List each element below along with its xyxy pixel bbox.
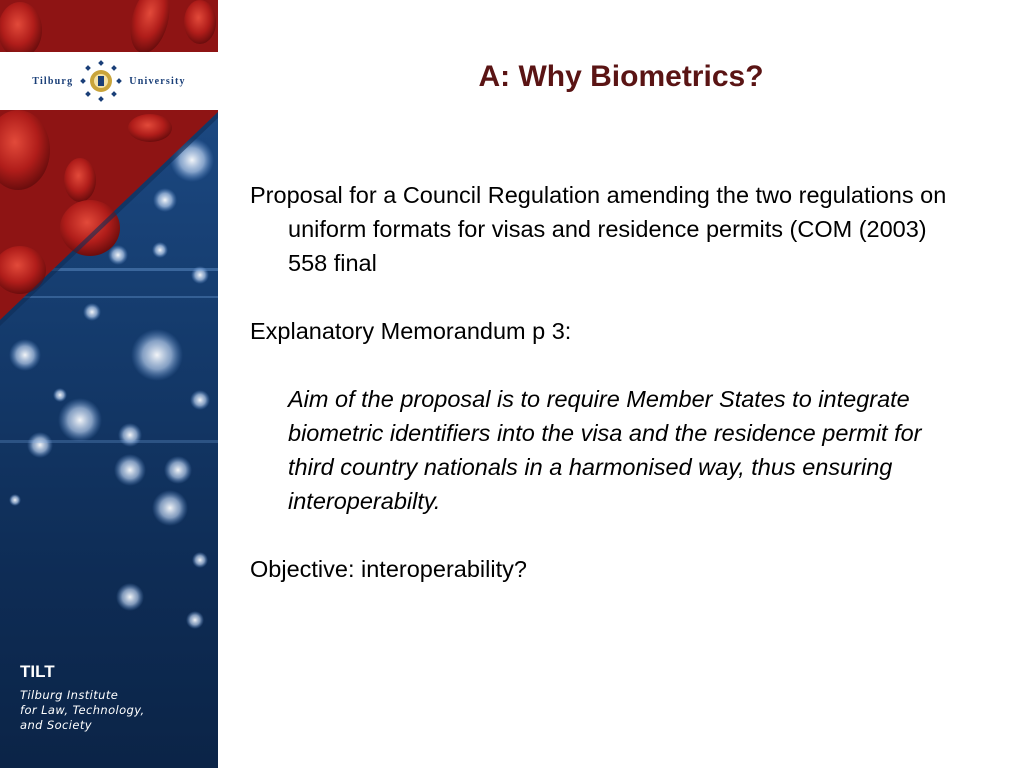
institute-name-line-2: for Law, Technology, bbox=[20, 703, 145, 717]
institute-label bbox=[20, 662, 145, 733]
slide-body bbox=[250, 178, 950, 586]
side-panel bbox=[0, 0, 218, 768]
memorandum-quote: Aim of the proposal is to require Member States to integrate biometric identifiers into the visa and the residence permit for third country nationals in a harmonised way, thus ensuring interoperabilty. bbox=[288, 386, 922, 514]
institute-acronym: TILT bbox=[20, 662, 55, 681]
university-logo bbox=[0, 52, 218, 110]
logo-word-university: University bbox=[129, 75, 186, 87]
university-seal-icon bbox=[79, 59, 123, 103]
blood-cells-bokeh-image bbox=[0, 0, 218, 768]
institute-name-line-1: Tilburg Institute bbox=[20, 688, 119, 702]
proposal-paragraph: Proposal for a Council Regulation amending the two regulations on uniform formats for visas and residence permits (COM (2003) 558 final bbox=[250, 182, 947, 276]
memorandum-paragraph: Explanatory Memorandum p 3: bbox=[250, 318, 572, 344]
slide-title: A: Why Biometrics? bbox=[478, 60, 764, 93]
institute-name-line-3: and Society bbox=[20, 718, 92, 732]
logo-word-tilburg: Tilburg bbox=[32, 75, 74, 87]
objective-paragraph: Objective: interoperability? bbox=[250, 556, 527, 582]
